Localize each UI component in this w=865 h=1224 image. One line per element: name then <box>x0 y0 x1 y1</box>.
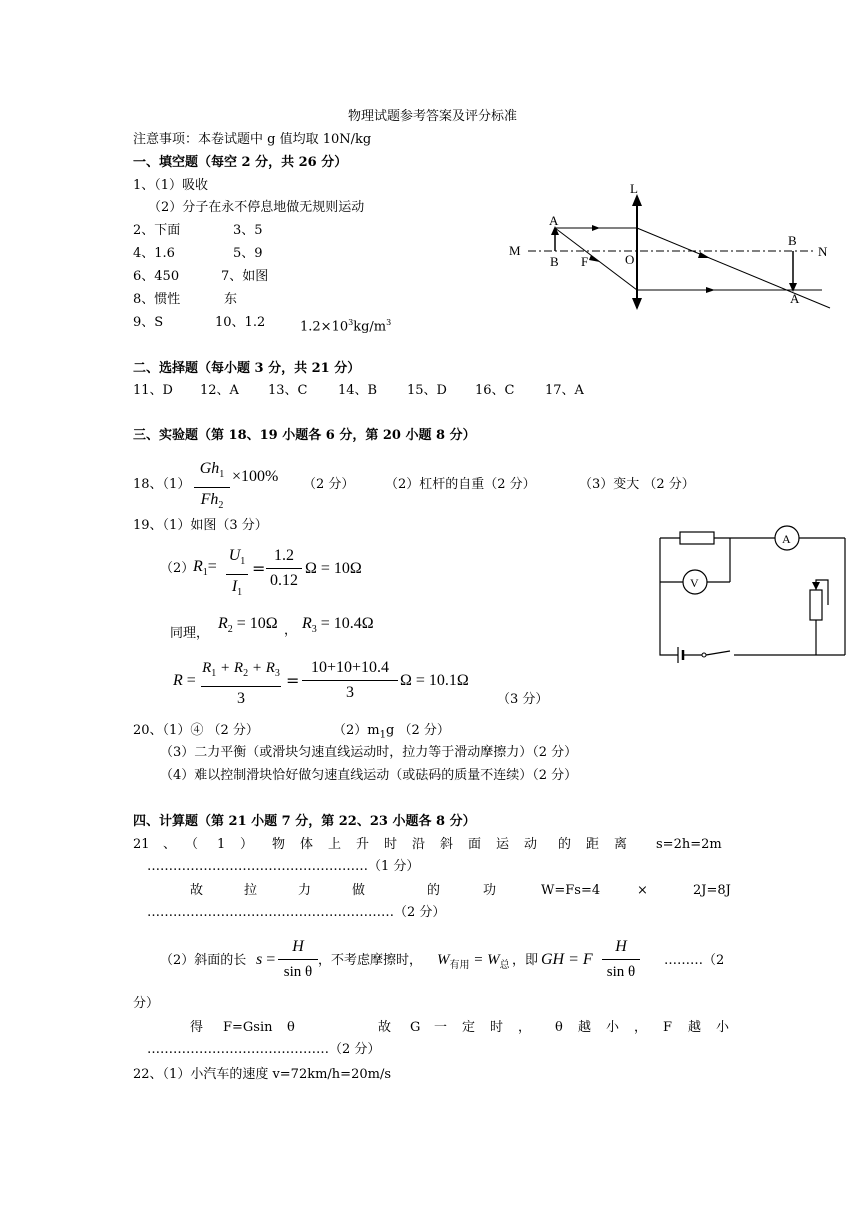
resistor <box>680 532 714 544</box>
label-O: O <box>625 252 635 267</box>
q21-dots3: ………（2 <box>664 953 725 968</box>
q19-points: （3 分） <box>497 692 549 707</box>
q20-line2: $(2)m_1g$ （2 分） <box>333 723 450 741</box>
density-unit: kg/m <box>353 319 387 335</box>
q21-dots4: ……………………………………（2 分） <box>147 1042 381 1057</box>
rheostat <box>810 590 822 620</box>
answer-8: 8、惯性 <box>133 292 181 307</box>
q20-line4: （4）难以控制滑块恰好做匀速直线运动（或砝码的质量不连续）（2 分） <box>160 768 578 783</box>
q18-prefix: 18、（1） <box>133 477 191 492</box>
q18-part3: （3）变大 （2 分） <box>579 477 695 492</box>
density-unit-exp: 3 <box>386 318 392 327</box>
q22-line1: 22、（1）小汽车的速度 v=72km/h=20m/s <box>133 1067 391 1082</box>
q19-R-lhs: R = <box>173 672 196 689</box>
q21-fen: 分） <box>133 996 160 1011</box>
q18-den: Fh <box>200 491 219 509</box>
q19-R3: $R_3 = 10.4\Omega$ <box>302 615 374 636</box>
answer-10: 10、1.2 <box>215 315 266 330</box>
choice-14: 14、B <box>338 383 378 398</box>
answer-5: 5、9 <box>233 246 263 261</box>
answer-4: 4、1.6 <box>133 246 175 261</box>
label-A: A <box>549 213 559 228</box>
section-heading-fill: 一、填空题（每空 2 分，共 26 分） <box>133 155 348 170</box>
q21-W-eq: $W_{有用} = W_总$ <box>437 952 510 971</box>
q19-eq2: = <box>252 559 266 578</box>
q19-R-sum-fraction: $R_1 + R_2 + R_3$ 3 <box>202 660 280 707</box>
q20-line3: （3）二力平衡（或滑块匀速直线运动时，拉力等于滑动摩擦力）（2 分） <box>160 745 578 760</box>
answer-9: 9、S <box>133 315 164 330</box>
section-heading-choice: 二、选择题（每小题 3 分，共 21 分） <box>133 361 361 376</box>
note: 注意事项：本卷试题中 g 值均取 10N/kg <box>133 132 372 147</box>
answer-6: 6、450 <box>133 269 180 284</box>
q19-U-over-I: $U_1$ $I_1$ <box>226 545 248 604</box>
answer-8b: 东 <box>224 292 238 307</box>
section-heading-calc: 四、计算题（第 21 小题 7 分，第 22、23 小题各 8 分） <box>133 814 476 829</box>
lens-arrow-bottom <box>632 298 642 310</box>
circuit-diagram <box>650 520 850 665</box>
q18-fraction: $Gh_1$ $Fh_2$ <box>194 458 230 517</box>
choice-12: 12、A <box>200 383 239 398</box>
q19-line1: 19、（1）如图（3 分） <box>133 518 268 533</box>
q21-GH: GH = F <box>541 951 593 968</box>
choice-16: 16、C <box>475 383 515 398</box>
choice-13: 13、C <box>268 383 308 398</box>
choice-15: 15、D <box>407 383 447 398</box>
label-B: B <box>550 254 559 269</box>
label-L: L <box>630 181 638 196</box>
q19-part2-prefix: （2） <box>160 561 195 576</box>
q19-same: 同理， <box>170 626 210 641</box>
q19-values-fraction: 10+10+10.4 3 <box>302 657 398 704</box>
answer-3: 3、5 <box>233 223 263 238</box>
q19-comma: ， <box>284 623 298 638</box>
q21-part2-prefix: （2）斜面的长 <box>160 953 247 968</box>
q19-result2: Ω = 10.1Ω <box>400 672 469 689</box>
q21-dots1: ……………………………………………（1 分） <box>147 859 420 874</box>
q18-times: ×100% <box>232 468 279 485</box>
label-M: M <box>509 243 521 258</box>
q21-s: s = <box>256 951 276 968</box>
choice-17: 17、A <box>545 383 584 398</box>
label-F: F <box>581 254 589 269</box>
q21-ji: ，即 <box>512 953 539 968</box>
answer-1-2: （2）分子在永不停息地做无规则运动 <box>148 200 365 215</box>
q19-eq3: = <box>286 671 300 690</box>
q21-dots2: …………………………………………………（2 分） <box>147 905 446 920</box>
label-N: N <box>818 244 828 259</box>
q18-part2: （2）杠杆的自重（2 分） <box>385 477 536 492</box>
q20-line1: 20、（1）④ （2 分） <box>133 723 259 738</box>
q19-numeric-fraction: 1.2 0.12 <box>266 545 302 592</box>
q21-H-over-sin-2: H sin θ <box>602 936 640 983</box>
answer-7: 7、如图 <box>221 269 269 284</box>
ray-refracted <box>637 228 830 308</box>
lens-diagram <box>500 180 840 310</box>
answer-10b <box>300 314 391 336</box>
choice-11: 11、D <box>133 383 173 398</box>
q21-H-over-sin: H sin θ <box>278 936 318 983</box>
label-A2: A <box>790 291 800 306</box>
answer-2: 2、下面 <box>133 223 181 238</box>
q19-R2: $R_2 = 10\Omega$ <box>218 615 278 636</box>
q18-num: Gh <box>199 460 220 477</box>
svg-text:V: V <box>690 576 699 590</box>
density-exp: 3 <box>348 318 354 327</box>
switch <box>706 651 730 655</box>
q19-R1: $R_1=$ <box>193 558 217 579</box>
q21-no-friction: ，不考虑摩擦时， <box>318 953 423 968</box>
svg-text:A: A <box>782 532 791 546</box>
answer-1-1: 1、（1）吸收 <box>133 178 209 193</box>
label-B2: B <box>788 233 797 248</box>
q19-result1: Ω = 10Ω <box>305 560 362 577</box>
section-heading-experiment: 三、实验题（第 18、19 小题各 6 分，第 20 小题 8 分） <box>133 428 476 443</box>
q18-points: （2 分） <box>303 477 355 492</box>
density-value: 1.2×10 <box>300 319 349 335</box>
page-title: 物理试题参考答案及评分标准 <box>347 109 517 124</box>
